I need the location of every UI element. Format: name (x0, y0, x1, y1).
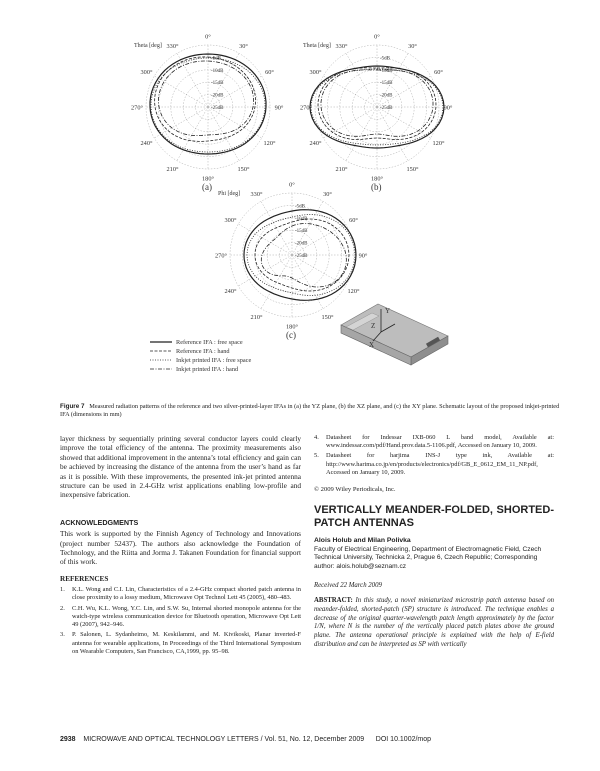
subplot-label: (a) (202, 182, 212, 192)
angle-tick-label: 120° (263, 140, 276, 147)
reference-number: 3. (60, 631, 65, 639)
received-date: Received 22 March 2009 (314, 581, 382, 589)
angle-tick-label: 210° (335, 166, 348, 173)
reference-list-continued (314, 434, 554, 477)
pattern-curve (159, 61, 254, 136)
radial-tick-label: -15dB (380, 81, 393, 87)
schematic-axis-label: Z (371, 322, 376, 330)
doi: DOI 10.1002/mop (375, 736, 432, 743)
radial-tick-label: -20dB (380, 93, 393, 99)
caption-text: Measured radiation patterns of the reference and two silver-printed-layer IFAs in (a) the YZ plane, (b) the XZ plane, and (c) the XY plane. Schematic layout of the proposed inkjet-printed IFA (dimensions in mm) (60, 403, 560, 419)
reference-text: P. Salonen, L. Sydanheimo, M. Keskilammi, and M. Kivikoski, Planar inverted-F antenna for wearable applications, In Proceedings of the Third International Symposium on Wearable Computers, San Francisco, CA,1999, pp. 95–98. (72, 631, 301, 655)
angle-tick-label: 330° (335, 43, 348, 50)
reference-list (60, 586, 301, 656)
radial-tick-label: -15dB (211, 81, 224, 87)
reference-item (314, 434, 554, 450)
axis-title: Theta [deg] (134, 43, 162, 49)
axis-title: Theta [deg] (303, 43, 331, 49)
radial-tick-label: -25dB (211, 106, 224, 111)
left-column (60, 434, 301, 658)
legend-entry: Reference IFA : hand (176, 348, 230, 355)
angle-tick-label: 150° (321, 314, 334, 321)
article-title: VERTICALLY MEANDER-FOLDED, SHORTED-PATCH ANTENNAS (314, 504, 554, 529)
radial-tick-label: -5dB (380, 56, 390, 62)
journal-volume: Vol. 51, No. 12, December 2009 (264, 736, 365, 743)
angle-tick-label: 150° (406, 166, 419, 173)
angle-tick-label: 300° (309, 69, 322, 76)
copyright: © 2009 Wiley Periodicals, Inc. (314, 486, 396, 494)
angle-tick-label: 90° (358, 252, 368, 260)
antenna-schematic (341, 304, 448, 365)
article-authors: Alois Holub and Milan Polivka (314, 537, 411, 545)
radial-tick-label: -20dB (295, 241, 308, 247)
radial-tick-label: -10dB (295, 216, 308, 222)
radial-tick-label: -5dB (295, 204, 305, 210)
angle-tick-label: 120° (432, 140, 445, 147)
grid-spoke (346, 53, 377, 107)
page-footer: 2938 MICROWAVE AND OPTICAL TECHNOLOGY LETTERS / Vol. 51, No. 12, December 2009 DOI 10.1002/mop (60, 736, 432, 743)
angle-tick-label: 90° (443, 104, 453, 112)
polar-plot-b (300, 34, 453, 193)
angle-tick-label: 300° (140, 69, 153, 76)
angle-tick-label: 270° (131, 104, 143, 112)
radial-tick-label: -20dB (211, 93, 224, 99)
angle-tick-label: 0° (374, 33, 380, 41)
reference-item (60, 631, 301, 656)
angle-tick-label: 30° (408, 43, 417, 50)
grid-spoke (377, 107, 408, 161)
angle-tick-label: 180° (286, 323, 298, 331)
reference-item (60, 605, 301, 630)
grid-spoke (292, 255, 346, 286)
reference-number: 1. (60, 586, 65, 594)
abstract (314, 597, 554, 650)
angle-tick-label: 210° (166, 166, 179, 173)
angle-tick-label: 90° (274, 104, 284, 112)
angle-tick-label: 210° (250, 314, 263, 321)
page-number: 2938 (60, 736, 76, 743)
grid-spoke (377, 107, 431, 138)
axis-title: Phi [deg] (218, 191, 241, 197)
reference-item (314, 452, 554, 477)
reference-number: 2. (60, 604, 65, 612)
figure-legend (150, 339, 251, 373)
legend-entry: Inkjet printed IFA : hand (176, 366, 239, 373)
angle-tick-label: 330° (166, 43, 179, 50)
journal-name: MICROWAVE AND OPTICAL TECHNOLOGY LETTERS (83, 736, 259, 743)
figure-caption (60, 403, 560, 420)
schematic-axis-label: X (369, 341, 375, 349)
acknowledgments-heading: ACKNOWLEDGMENTS (60, 517, 139, 527)
angle-tick-label: 330° (250, 191, 263, 198)
angle-tick-label: 60° (434, 69, 443, 76)
reference-text: Datasheet for Indessar IXB-060 L band model, Available at: www.indessar.com/pdf/Hand.prov.data.5-1106.pdf, Accessed on January 10, 2009. (326, 434, 554, 450)
polar-plot-a (131, 34, 284, 193)
angle-tick-label: 300° (224, 217, 237, 224)
angle-tick-label: 270° (300, 104, 312, 112)
radial-tick-label: -25dB (380, 106, 393, 111)
angle-tick-label: 60° (349, 217, 358, 224)
references-heading: REFERENCES (60, 574, 109, 583)
polar-plot-c (215, 182, 368, 341)
reference-text: Datasheet for harjima INS-J type ink, Available at: http://www.harima.co.jp/en/products/electronics/pdf/GB_E_0612_EM_11_NP.pdf, Accessed on January 10, 2009. (326, 452, 554, 476)
radial-tick-label: -5dB (211, 56, 221, 62)
subplot-label: (c) (286, 330, 296, 340)
abstract-text: In this study, a novel miniaturized microstrip patch antenna based on meander-folded, shorted-patch (SP) structure is introduced. The technique enables a decrease of the original quarter-wavelength patch length approximately by the factor 1/N, where N is the number of the vertically placed patch plates above the ground plane. The antenna operational principle is explained with the help of E-field distribution and can be interpreted as SP with vertically (314, 597, 554, 648)
radial-tick-label: -10dB (380, 68, 393, 74)
grid-spoke (261, 255, 292, 309)
reference-text: C.H. Wu, K.L. Wong, Y.C. Lin, and S.W. Su, Internal shorted monopole antenna for the watch-type wireless communication device for Bluetooth operation, Microwave Opt Lett 49 (2007), 942–946. (72, 604, 301, 629)
grid-spoke (154, 76, 208, 107)
angle-tick-label: 240° (140, 140, 153, 147)
radial-tick-label: -10dB (211, 68, 224, 74)
caption-label: Figure 7 (60, 403, 85, 410)
angle-tick-label: 150° (237, 166, 250, 173)
article-affiliation: Faculty of Electrical Engineering, Department of Electromagnetic Field, Czech Technical University, Technicka 2, Prague 6, Czech Republic; Corresponding author: alois.holub@seznam.cz (314, 545, 542, 571)
angle-tick-label: 0° (205, 33, 211, 41)
radial-tick-label: -25dB (295, 254, 308, 259)
reference-number: 4. (314, 434, 319, 441)
angle-tick-label: 270° (215, 252, 227, 260)
angle-tick-label: 240° (309, 140, 322, 147)
angle-tick-label: 240° (224, 288, 237, 295)
angle-tick-label: 60° (265, 69, 274, 76)
acknowledgments-text: This work is supported by the Finnish Agency of Technology and Innovations (project number 52437). The authors also acknowledge the Foundation of Technology, and the Riitta and Jorma J. Takanen Foundation for financial support of this work. (60, 529, 301, 567)
reference-number: 5. (314, 452, 319, 460)
right-column (314, 434, 554, 650)
pattern-curve (155, 57, 256, 141)
body-paragraph: layer thickness by sequentially printing several conductor layers could clearly improve the total efficiency of the antenna. The proximity measurements also showed that additional improvement in the antenna’s total efficiency and gain can be achieved by increasing the distance of the antenna from the user’s hand as far as it is possible. With these improvements, the presented ink-jet printed antenna structure can be used in 2.4-GHz wrist applications enabling low-profile and inexpensive fabrication. (60, 434, 301, 500)
reference-text: K.L. Wong and C.I. Lin, Characteristics of a 2.4-GHz compact shorted patch antenna in close proximity to a lossy medium, Microwave Opt Technol Lett 45 (2005), 480–483. (72, 586, 301, 602)
angle-tick-label: 30° (323, 191, 332, 198)
angle-tick-label: 180° (371, 175, 383, 183)
reference-item (60, 586, 301, 602)
angle-tick-label: 120° (347, 288, 360, 295)
angle-tick-label: 30° (239, 43, 248, 50)
abstract-label: ABSTRACT: (314, 597, 353, 605)
grid-spoke (323, 107, 377, 138)
grid-spoke (238, 224, 292, 255)
subplot-label: (b) (371, 182, 382, 192)
legend-entry: Reference IFA : free space (176, 339, 243, 346)
legend-entry: Inkjet printed IFA : free space (176, 357, 252, 364)
radial-tick-label: -15dB (295, 229, 308, 235)
angle-tick-label: 0° (289, 181, 295, 189)
angle-tick-label: 180° (202, 175, 214, 183)
schematic-axis-label: Y (385, 307, 391, 315)
grid-spoke (346, 107, 377, 161)
